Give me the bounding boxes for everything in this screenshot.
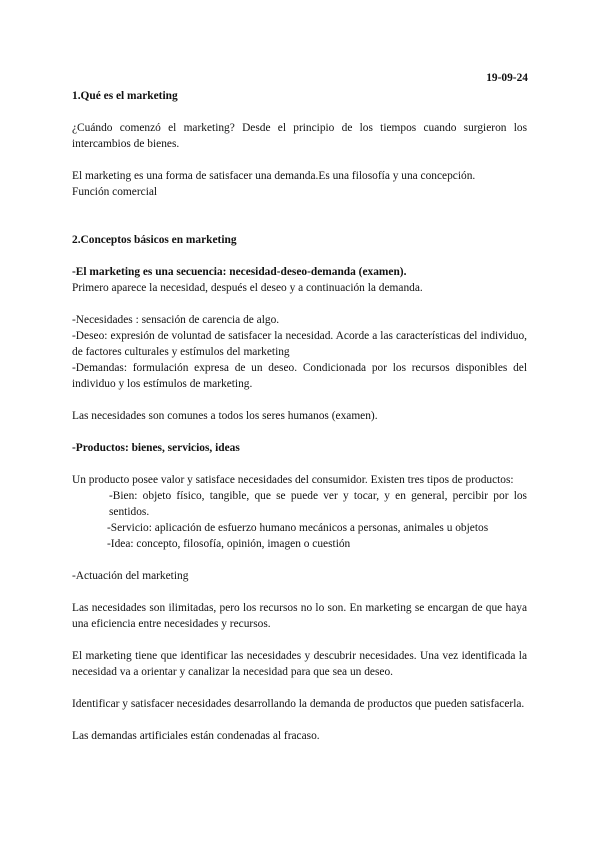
list-item-idea: -Idea: concepto, filosofía, opinión, imagen o cuestión (107, 538, 351, 550)
document-body (72, 88, 527, 744)
definition-demandas: -Demandas: formulación expresa de un deseo. Condicionada por los recursos disponibles del individuo y los estímulos de marketing. (72, 362, 527, 390)
paragraph-satisfacer: Identificar y satisfacer necesidades desarrollando la demanda de productos que pueden satisfacerla. (72, 698, 525, 710)
section-1-paragraph-2: El marketing es una forma de satisfacer una demanda.Es una filosofía y una concepción. (72, 170, 476, 182)
list-item-bien: -Bien: objeto físico, tangible, que se puede ver y tocar, y en general, percibir por los sentidos. (109, 490, 527, 518)
definition-necesidades: -Necesidades : sensación de carencia de algo. (72, 314, 280, 326)
paragraph-productos-intro: Un producto posee valor y satisface necesidades del consumidor. Existen tres tipos de productos: (72, 474, 514, 486)
document-date: 19-09-24 (486, 72, 528, 84)
section-2-heading: 2.Conceptos básicos en marketing (72, 234, 237, 246)
subheading-productos: -Productos: bienes, servicios, ideas (72, 442, 240, 454)
paragraph-secuencia: Primero aparece la necesidad, después el deseo y a continuación la demanda. (72, 282, 423, 294)
paragraph-necesidades-ilimitadas: Las necesidades son ilimitadas, pero los recursos no lo son. En marketing se encargan de que haya una eficiencia entre necesidades y recursos. (72, 602, 527, 630)
paragraph-identificar: El marketing tiene que identificar las necesidades y descubrir necesidades. Una vez identificada la necesidad va a orientar y canalizar la necesidad para que sea un deseo. (72, 650, 527, 678)
section-1-paragraph-1: ¿Cuándo comenzó el marketing? Desde el principio de los tiempos cuando surgieron los intercambios de bienes. (72, 122, 527, 150)
definition-deseo: -Deseo: expresión de voluntad de satisfacer la necesidad. Acorde a las características del individuo, de factores culturales y estímulos del marketing (72, 330, 527, 358)
section-1-paragraph-3: Función comercial (72, 186, 158, 198)
subheading-actuacion: -Actuación del marketing (72, 570, 189, 582)
section-1-heading: 1.Qué es el marketing (72, 90, 178, 102)
paragraph-demandas-artificiales: Las demandas artificiales están condenadas al fracaso. (72, 730, 320, 742)
subheading-secuencia: -El marketing es una secuencia: necesidad-deseo-demanda (examen). (72, 266, 407, 278)
note-necesidades-comunes: Las necesidades son comunes a todos los seres humanos (examen). (72, 410, 378, 422)
list-item-servicio: -Servicio: aplicación de esfuerzo humano mecánicos a personas, animales u objetos (107, 522, 489, 534)
